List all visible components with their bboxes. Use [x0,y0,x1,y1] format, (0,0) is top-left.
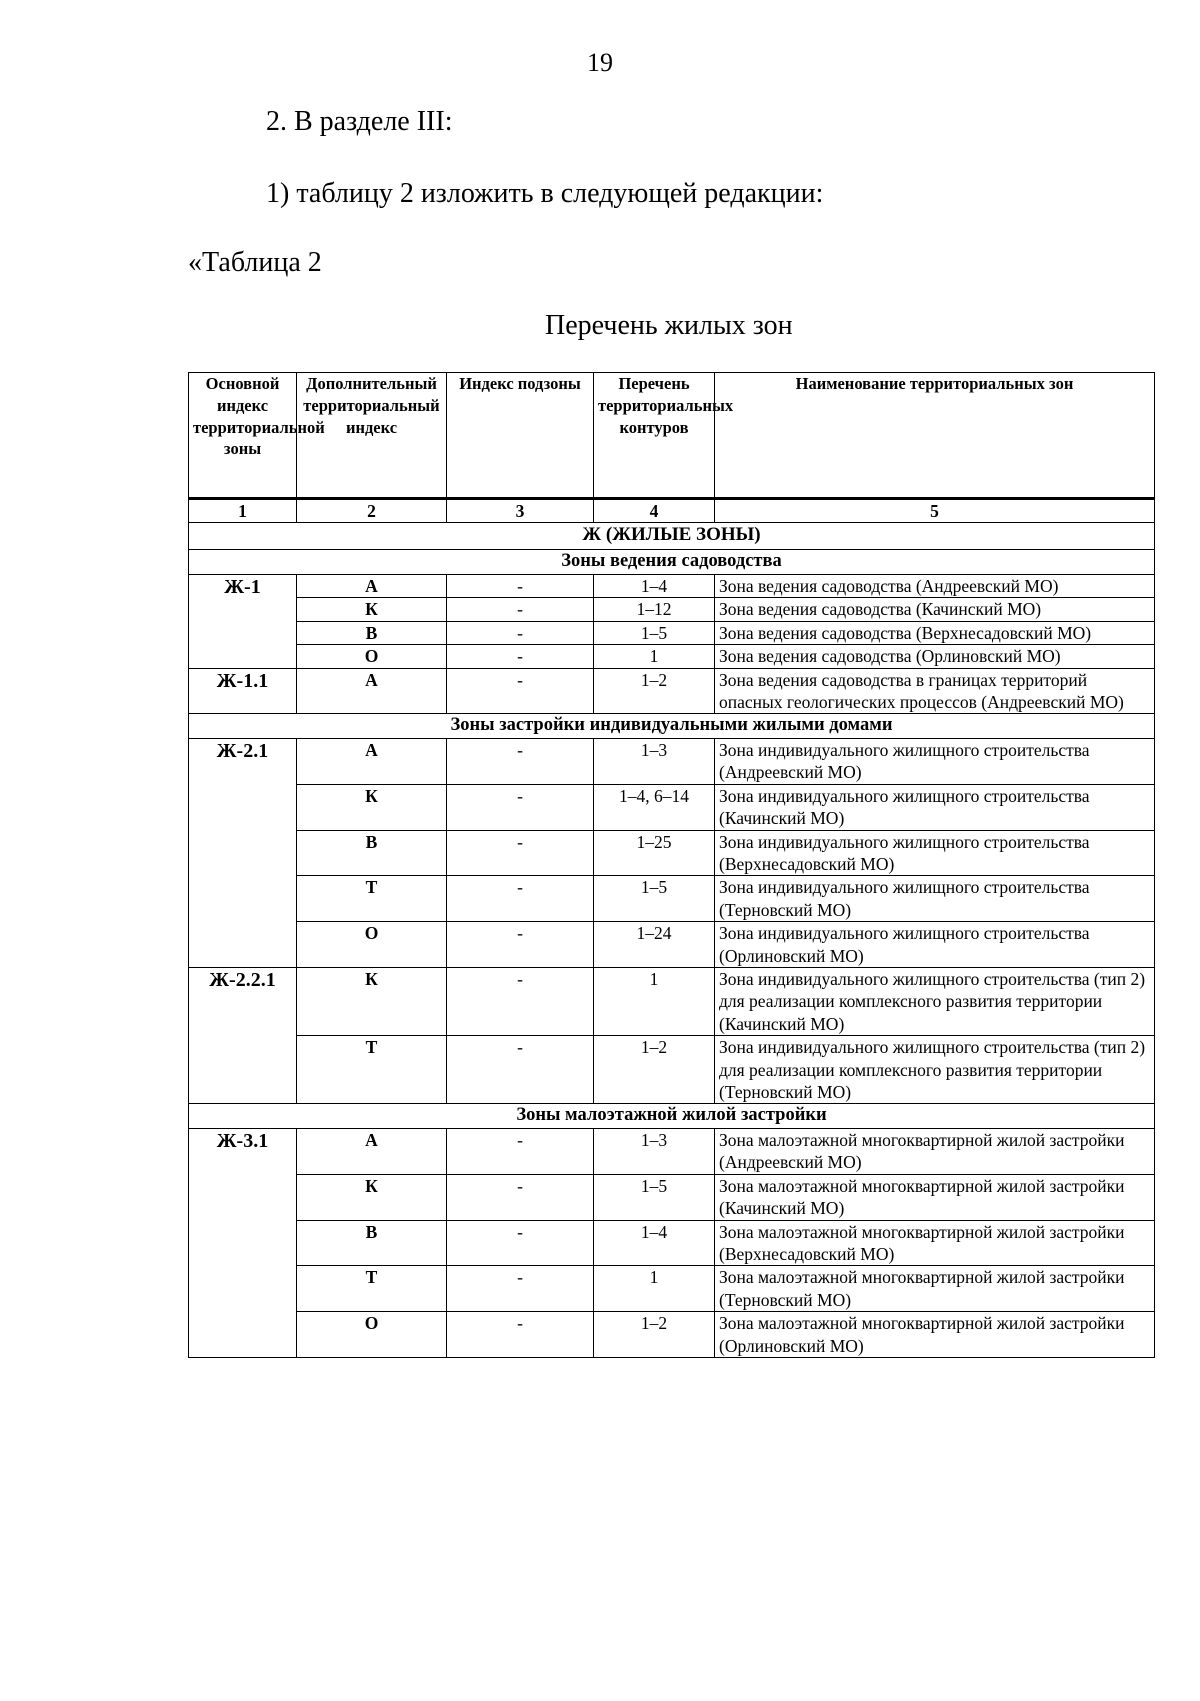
zone-name: Зона индивидуального жилищного строительства (тип 2) для реализации комплексного развития территории (Качинский МО) [715,967,1155,1035]
main-zone-index: Ж-1 [189,575,297,669]
table-row [189,621,1155,644]
table-row [189,1220,1155,1266]
column-number: 1 [189,499,297,523]
table-row [189,645,1155,668]
table-row [189,784,1155,830]
zone-name: Зона индивидуального жилищного строительства (Качинский МО) [715,784,1155,830]
additional-index: К [297,1174,447,1220]
subzone-index: - [447,830,594,876]
contour-list: 1–3 [594,1129,715,1175]
zone-name: Зона малоэтажной многоквартирной жилой застройки (Орлиновский МО) [715,1312,1155,1358]
zone-name: Зона ведения садоводства (Качинский МО) [715,598,1155,621]
main-zone-index: Ж-3.1 [189,1129,297,1358]
subzone-index: - [447,784,594,830]
table-row [189,739,1155,785]
contour-list: 1–2 [594,1036,715,1104]
subzone-index: - [447,645,594,668]
table-row [189,1129,1155,1175]
additional-index: К [297,598,447,621]
contour-list: 1–2 [594,1312,715,1358]
residential-zones-table [188,372,1155,1358]
table-row [189,830,1155,876]
zone-name: Зона ведения садоводства (Андреевский МО) [715,575,1155,598]
subzone-index: - [447,1312,594,1358]
table-row [189,1174,1155,1220]
table-row [189,575,1155,598]
zone-name: Зона малоэтажной многоквартирной жилой застройки (Верхнесадовский МО) [715,1220,1155,1266]
group-row [189,1104,1155,1129]
column-numbers-row [189,499,1155,523]
zone-name: Зона малоэтажной многоквартирной жилой застройки (Качинский МО) [715,1174,1155,1220]
zone-name: Зона индивидуального жилищного строительства (Верхнесадовский МО) [715,830,1155,876]
zone-name: Зона ведения садоводства (Орлиновский МО) [715,645,1155,668]
table-row [189,922,1155,968]
contour-list: 1–12 [594,598,715,621]
column-number: 4 [594,499,715,523]
additional-index: К [297,784,447,830]
main-zone-index: Ж-1.1 [189,668,297,714]
additional-index: О [297,1312,447,1358]
additional-index: О [297,922,447,968]
zone-name: Зона малоэтажной многоквартирной жилой застройки (Терновский МО) [715,1266,1155,1312]
subzone-index: - [447,1266,594,1312]
group-title: Зоны малоэтажной жилой застройки [189,1104,1155,1129]
subzone-index: - [447,967,594,1035]
table-caption: «Таблица 2 [188,247,322,278]
header-contours: Перечень территориальных контуров [594,373,715,499]
table-row [189,668,1155,714]
zone-name: Зона ведения садоводства в границах территорий опасных геологических процессов (Андреевский МО) [715,668,1155,714]
zone-name: Зона индивидуального жилищного строительства (Андреевский МО) [715,739,1155,785]
additional-index: А [297,739,447,785]
subzone-index: - [447,1174,594,1220]
page-number: 19 [587,48,613,77]
main-zone-index: Ж-2.1 [189,739,297,968]
subzone-index: - [447,922,594,968]
column-number: 5 [715,499,1155,523]
additional-index: О [297,645,447,668]
contour-list: 1 [594,967,715,1035]
group-title: Зоны ведения садоводства [189,550,1155,575]
contour-list: 1–4 [594,1220,715,1266]
subzone-index: - [447,1129,594,1175]
table-row [189,1266,1155,1312]
subzone-index: - [447,598,594,621]
zone-name: Зона малоэтажной многоквартирной жилой застройки (Андреевский МО) [715,1129,1155,1175]
additional-index: А [297,575,447,598]
table-row [189,598,1155,621]
header-zone-name: Наименование территориальных зон [715,373,1155,499]
column-number: 2 [297,499,447,523]
table-row [189,876,1155,922]
additional-index: Т [297,1266,447,1312]
zone-name: Зона индивидуального жилищного строительства (тип 2) для реализации комплексного развития территории (Терновский МО) [715,1036,1155,1104]
contour-list: 1–5 [594,1174,715,1220]
subzone-index: - [447,668,594,714]
paragraph-section-iii: 2. В разделе III: [266,106,453,137]
header-subzone-index: Индекс подзоны [447,373,594,499]
contour-list: 1–5 [594,621,715,644]
contour-list: 1–3 [594,739,715,785]
subzone-index: - [447,1036,594,1104]
table-row [189,1036,1155,1104]
column-number: 3 [447,499,594,523]
additional-index: Т [297,876,447,922]
subzone-index: - [447,575,594,598]
contour-list: 1–24 [594,922,715,968]
subzone-index: - [447,1220,594,1266]
table-row [189,1312,1155,1358]
contour-list: 1–5 [594,876,715,922]
contour-list: 1–4, 6–14 [594,784,715,830]
additional-index: В [297,1220,447,1266]
header-additional-index: Дополнительный территориальный индекс [297,373,447,499]
contour-list: 1–25 [594,830,715,876]
contour-list: 1 [594,1266,715,1312]
section-title: Ж (ЖИЛЫЕ ЗОНЫ) [189,523,1155,550]
group-row [189,550,1155,575]
additional-index: А [297,1129,447,1175]
subzone-index: - [447,876,594,922]
header-main-index: Основной индекс территориальной зоны [189,373,297,499]
group-row [189,714,1155,739]
main-zone-index: Ж-2.2.1 [189,967,297,1103]
additional-index: К [297,967,447,1035]
contour-list: 1–2 [594,668,715,714]
zone-name: Зона индивидуального жилищного строительства (Орлиновский МО) [715,922,1155,968]
zone-name: Зона индивидуального жилищного строительства (Терновский МО) [715,876,1155,922]
zone-name: Зона ведения садоводства (Верхнесадовский МО) [715,621,1155,644]
additional-index: Т [297,1036,447,1104]
group-title: Зоны застройки индивидуальными жилыми домами [189,714,1155,739]
additional-index: А [297,668,447,714]
paragraph-table-edit: 1) таблицу 2 изложить в следующей редакции: [266,178,824,209]
subzone-index: - [447,739,594,785]
additional-index: В [297,830,447,876]
contour-list: 1 [594,645,715,668]
contour-list: 1–4 [594,575,715,598]
table-row [189,967,1155,1035]
header-row [189,373,1155,499]
subzone-index: - [447,621,594,644]
table-title: Перечень жилых зон [545,310,793,341]
table-body [189,499,1155,1358]
additional-index: В [297,621,447,644]
section-row [189,523,1155,550]
